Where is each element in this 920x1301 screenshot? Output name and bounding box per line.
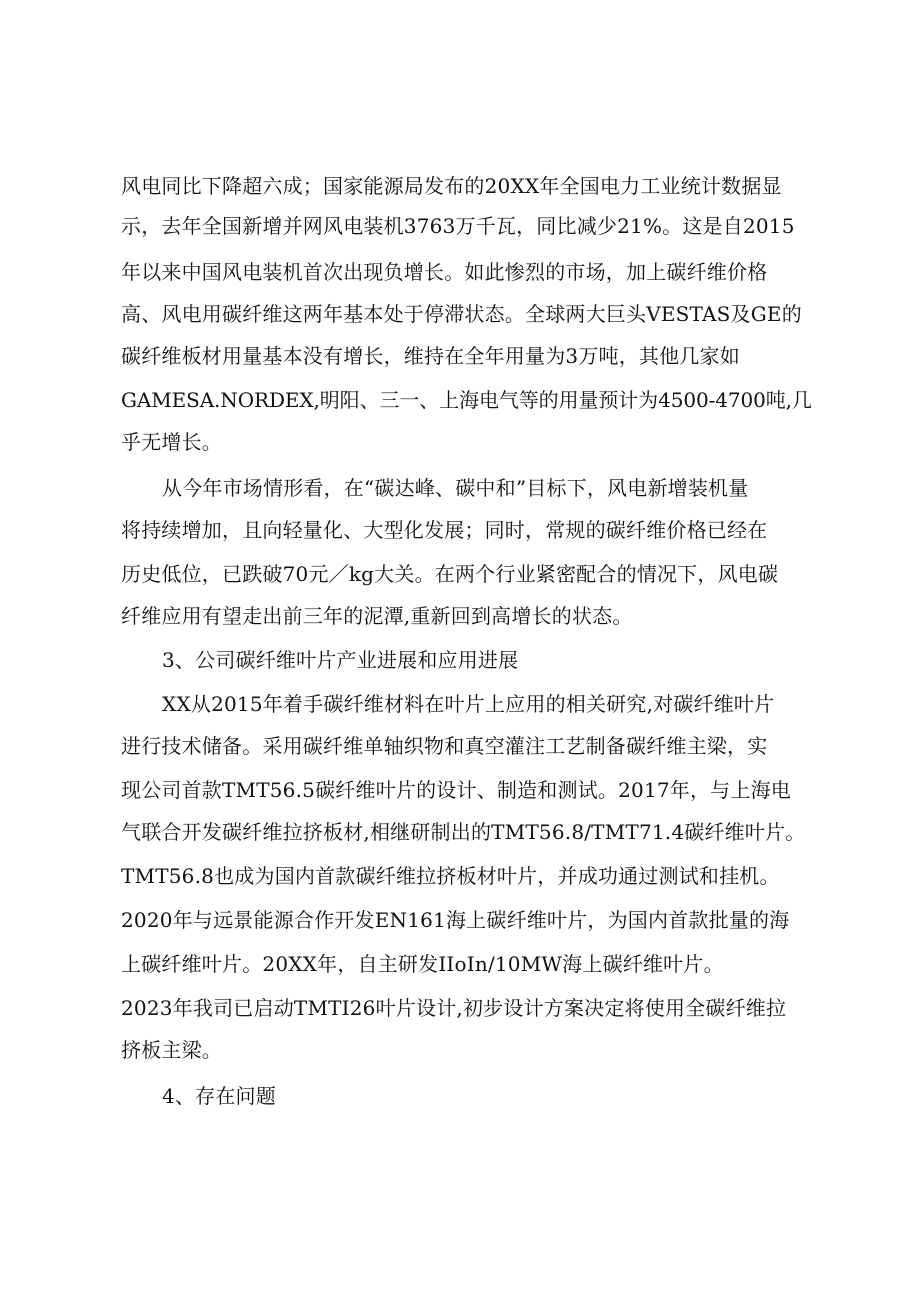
paragraph-3-line-8: 2023年我司已启动TMTI26叶片设计,初步设计方案决定将使用全碳纤维拉 [121,996,787,1020]
section-heading-4: 4、存在问题 [162,1084,276,1108]
paragraph-2-line-3: 历史低位，已跌破70元／kg大关。在两个行业紧密配合的情况下，风电碳 [121,562,779,586]
paragraph-2-line-4: 纤维应用有望走出前三年的泥潭,重新回到高增长的状态。 [121,604,633,628]
section-heading-3: 3、公司碳纤维叶片产业进展和应用进展 [162,648,519,672]
paragraph-1-line-1: 风电同比下降超六成；国家能源局发布的20XX年全国电力工业统计数据显 [121,174,782,198]
paragraph-1-line-6: GAMESA.NORDEX,明阳、三一、上海电气等的用量预计为4500-4700吨,几 [121,388,812,412]
paragraph-3-line-1: XX从2015年着手碳纤维材料在叶片上应用的相关研究,对碳纤维叶片 [162,692,775,716]
paragraph-1-line-5: 碳纤维板材用量基本没有增长，维持在全年用量为3万吨，其他几家如 [121,344,740,368]
paragraph-2-line-2: 将持续增加，且向轻量化、大型化发展；同时，常规的碳纤维价格已经在 [121,518,768,542]
paragraph-1-line-7: 乎无增长。 [121,430,222,454]
paragraph-2-line-1: 从今年市场情形看，在“碳达峰、碳中和”目标下，风电新增装机量 [162,476,749,500]
paragraph-3-line-5: TMT56.8也成为国内首款碳纤维拉挤板材叶片，并成功通过测试和挂机。 [121,864,780,888]
paragraph-3-line-2: 进行技术储备。采用碳纤维单轴织物和真空灌注工艺制备碳纤维主梁，实 [121,734,768,758]
paragraph-3-line-9: 挤板主梁。 [121,1038,222,1062]
paragraph-1-line-3: 年以来中国风电装机首次出现负增长。如此惨烈的市场，加上碳纤维价格 [121,260,768,284]
paragraph-3-line-6: 2020年与远景能源合作开发EN161海上碳纤维叶片，为国内首款批量的海 [121,908,790,932]
paragraph-3-line-3: 现公司首款TMT56.5碳纤维叶片的设计、制造和测试。2017年，与上海电 [121,778,791,802]
paragraph-3-line-7: 上碳纤维叶片。20XX年，自主研发IIoIn/10MW海上碳纤维叶片。 [121,952,724,976]
paragraph-3-line-4: 气联合开发碳纤维拉挤板材,相继研制出的TMT56.8/TMT71.4碳纤维叶片。 [121,820,806,844]
paragraph-1-line-4: 高、风电用碳纤维这两年基本处于停滞状态。全球两大巨头VESTAS及GE的 [121,302,802,326]
paragraph-1-line-2: 示，去年全国新增并网风电装机3763万千瓦，同比减少21%。这是自2015 [121,214,795,238]
